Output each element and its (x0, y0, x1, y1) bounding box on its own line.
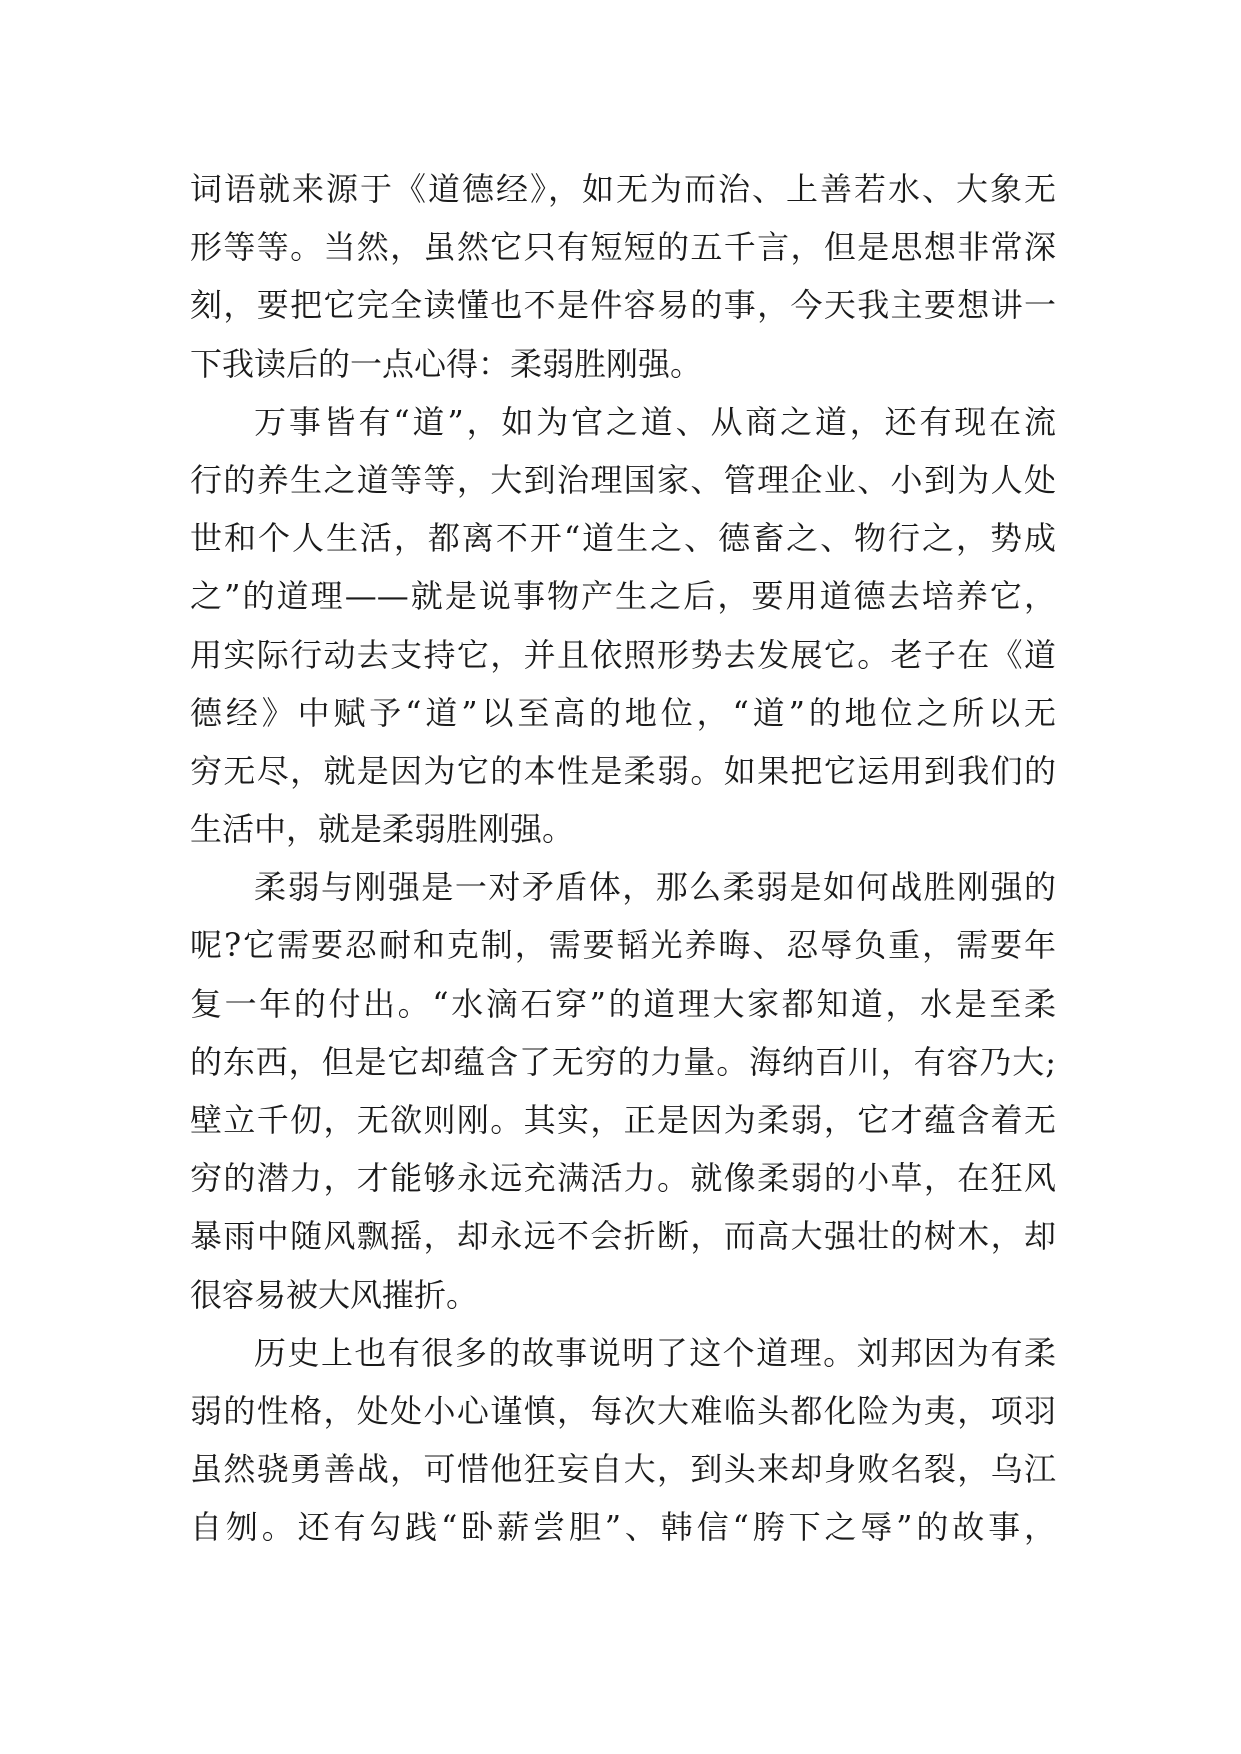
text-line: 行的养生之道等等，大到治理国家、管理企业、小到为人处 (190, 460, 1056, 499)
text-line: 用实际行动去支持它，并且依照形势去发展它。老子在《道 (190, 635, 1056, 674)
text-line: 之”的道理——就是说事物产生之后，要用道德去培养它， (190, 577, 1056, 616)
text-line: 呢?它需要忍耐和克制，需要韬光养晦、忍辱负重，需要年 (190, 926, 1056, 965)
text-line: 德经》中赋予“道”以至高的地位，“道”的地位之所以无 (190, 693, 1056, 732)
text-line: 壁立千仞，无欲则刚。其实，正是因为柔弱，它才蕴含着无 (190, 1101, 1056, 1139)
paragraph-first-line: 历史上也有很多的故事说明了这个道理。刘邦因为有柔 (254, 1333, 1056, 1372)
text-line: 弱的性格，处处小心谨慎，每次大难临头都化险为夷，项羽 (190, 1391, 1056, 1430)
text-line: 暴雨中随风飘摇，却永远不会折断，而高大强壮的树木，却 (190, 1217, 1056, 1256)
text-line: 复一年的付出。“水滴石穿”的道理大家都知道，水是至柔 (190, 984, 1056, 1023)
text-line: 生活中，就是柔弱胜刚强。 (190, 810, 575, 849)
text-line: 自刎。还有勾践“卧薪尝胆”、韩信“胯下之辱”的故事， (190, 1508, 1056, 1547)
text-line: 词语就来源于《道德经》，如无为而治、上善若水、大象无 (190, 170, 1056, 208)
text-line: 虽然骁勇善战，可惜他狂妄自大，到头来却身败名裂，乌江 (190, 1450, 1056, 1489)
text-line: 下我读后的一点心得：柔弱胜刚强。 (190, 344, 703, 383)
text-line: 的东西，但是它却蕴含了无穷的力量。海纳百川，有容乃大; (190, 1042, 1056, 1081)
body-text (190, 160, 1056, 1557)
paragraph-first-line: 柔弱与刚强是一对矛盾体，那么柔弱是如何战胜刚强的 (254, 868, 1056, 907)
paragraph-first-line: 万事皆有“道”，如为官之道、从商之道，还有现在流 (254, 402, 1056, 441)
text-line: 形等等。当然，虽然它只有短短的五千言，但是思想非常深 (190, 228, 1056, 267)
text-line: 很容易被大风摧折。 (190, 1275, 479, 1314)
text-line: 刻，要把它完全读懂也不是件容易的事，今天我主要想讲一 (190, 286, 1056, 325)
text-line: 穷无尽，就是因为它的本性是柔弱。如果把它运用到我们的 (190, 751, 1056, 790)
text-line: 世和个人生活，都离不开“道生之、德畜之、物行之，势成 (190, 519, 1056, 558)
text-line: 穷的潜力，才能够永远充满活力。就像柔弱的小草，在狂风 (190, 1159, 1056, 1198)
